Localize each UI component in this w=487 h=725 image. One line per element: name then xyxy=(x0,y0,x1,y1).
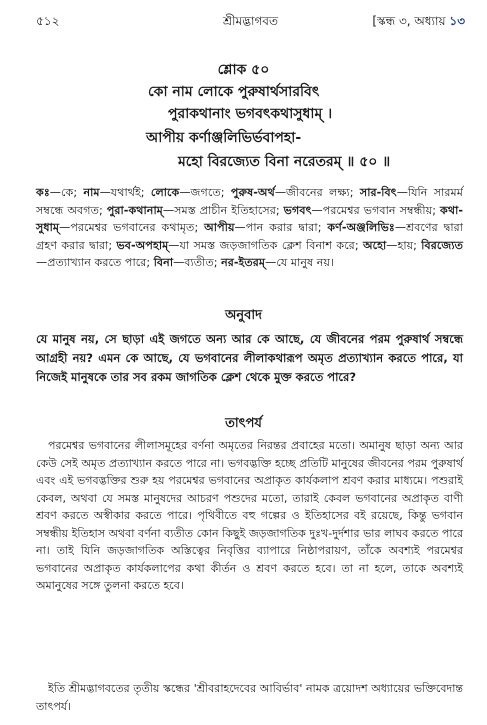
glossary-entry: কর্ণ-অঞ্জলিভিঃ—শ্রবণের দ্বারা গ্রহণ করার দ্বারা; xyxy=(36,221,464,252)
glossary-entry: পুরুষ-অর্থ—জীবনের লক্ষ্য; xyxy=(230,186,360,199)
glossary-meaning: হায় xyxy=(397,238,414,252)
chapter-prefix: [স্কন্ধ ৩, অধ্যায় xyxy=(372,14,446,28)
translation-heading: অনুবাদ xyxy=(225,308,262,323)
glossary-entry: কঃ—কে; xyxy=(36,186,84,199)
verse-line-3: আপীয় কর্ণাঞ্জলিভির্ভবাপহা- xyxy=(146,130,302,146)
glossary-entry: সার-বিৎ—যিনি সারমর্ম সম্বন্ধে অবগত; xyxy=(36,186,463,217)
glossary-term: ভব-অপহাম্ xyxy=(116,238,169,252)
glossary-meaning: যা সমস্ত জড়জাগতিক ক্লেশ বিনাশ করে xyxy=(179,238,355,252)
word-for-word-section xyxy=(36,184,463,272)
glossary-meaning: কে xyxy=(60,186,74,199)
glossary-meaning: শ্রবণের দ্বারা গ্রহণ করার দ্বারা xyxy=(36,221,464,252)
glossary-entry: পুরা-কথানাম্—সমস্ত প্রাচীন ইতিহাসের; xyxy=(106,203,284,217)
glossary-entry: লোকে—জগতে; xyxy=(150,186,231,199)
glossary-entry: কথা-সুধাম্—পরমেশ্বর ভগবানের কথামৃত; xyxy=(36,203,463,235)
glossary-meaning: ব্যতীত xyxy=(184,256,214,270)
glossary-term: বিনা xyxy=(153,256,174,270)
glossary-term: আপীয় xyxy=(204,221,235,235)
chapter-number: ১৩ xyxy=(449,14,465,28)
chapter-reference xyxy=(372,10,465,32)
glossary-term: বিরজ্যেত xyxy=(421,238,464,252)
glossary-term: কর্ণ-অঞ্জলিভিঃ xyxy=(327,221,395,235)
glossary-term: কঃ xyxy=(36,186,50,199)
glossary-entry: বিরজ্যেত—প্রত্যাখ্যান করতে পারে; xyxy=(36,238,464,270)
glossary-entry: নর-ইতরম্—যে মানুষ নয়। xyxy=(221,256,335,270)
purport-text: পরমেশ্বর ভগবানের লীলাসমূহের বর্ণনা অমৃতের নিরন্তর প্রবাহের মতো। অমানুষ ছাড়া অন্য আর কেউ সেই অমৃত প্রত্যাখ্যান করতে পারে না। ভগবদ্ভক্তি হচ্ছে প্রতিটি মানুষের জীবনের পরম পুরুষার্থ এবং এই ভগবদ্ভক্তির শুরু হয় পরমেশ্বর ভগবানের অপ্রাকৃত কার্যকলাপ শ্রবণ করার মাধ্যমে। পশুরাই কেবল, অথবা যে সমস্ত মানুষদের আচরণ পশুদের মতো, তারাই কেবল ভগবানের অপ্রাকৃত বাণী শ্রবণ করতে অস্বীকার করতে পারে। পৃথিবীতে বহু গল্পের ও ইতিহাসের বই রয়েছে, কিন্তু ভগবান সম্বন্ধীয় ইতিহাস অথবা বর্ণনা ব্যতীত কোন কিছুই জড়জাগতিক দুঃখ-দুর্দশার ভার লাঘব করতে পারে না। তাই যিনি জড়জাগতিক অস্তিত্বের নিবৃত্তির ব্যাপারে নিষ্ঠাপরায়ণ, তাঁকে অবশ্যই পরমেশ্বর ভগবানের অপ্রাকৃত কার্যকলাপের কথা কীর্তন ও শ্রবণ করতে হবে। তা না হলে, তাকে অবশ্যই অমানুষের সঙ্গে তুলনা করতে হবে। xyxy=(36,439,463,592)
glossary-term: পুরুষ-অর্থ xyxy=(230,186,275,199)
glossary-meaning: জীবনের লক্ষ্য xyxy=(286,186,350,199)
glossary-term: কথা-সুধাম্ xyxy=(36,203,463,235)
glossary-meaning: পরমেশ্বর ভগবান সম্বন্ধীয় xyxy=(322,203,433,217)
glossary-entry: ভগবৎ—পরমেশ্বর ভগবান সম্বন্ধীয়; xyxy=(283,203,441,217)
glossary-entry: আপীয়—পান করার দ্বারা; xyxy=(204,221,328,235)
glossary-meaning: প্রত্যাখ্যান করতে পারে xyxy=(47,256,147,270)
page-header xyxy=(36,10,465,32)
glossary-entry: ভব-অপহাম্—যা সমস্ত জড়জাগতিক ক্লেশ বিনাশ করে; xyxy=(116,238,363,252)
glossary-meaning: যথার্থই xyxy=(110,186,141,199)
colophon-text: ইতি শ্রীমদ্ভাগবতের তৃতীয় স্কন্ধের 'শ্রীবরাহদেবের আবির্ভাব' নামক ত্রয়োদশ অধ্যায়ের ভক্তিবেদান্ত তাৎপর্য। xyxy=(36,682,463,713)
glossary-entry: নাম—যথার্থই; xyxy=(83,186,151,199)
glossary-meaning: যিনি সারমর্ম সম্বন্ধে অবগত xyxy=(36,186,463,217)
glossary-meaning: জগতে xyxy=(190,186,221,199)
purport-section xyxy=(36,437,463,595)
verse-label: শ্লোক ৫০ xyxy=(217,62,270,78)
glossary-meaning: সমস্ত প্রাচীন ইতিহাসের xyxy=(174,203,276,217)
page-number: ৫১২ xyxy=(36,14,60,28)
glossary-term: ভগবৎ xyxy=(283,203,312,217)
verse-line-2: পুরাকথানাং ভগবৎকথাসুধাম্ । xyxy=(168,106,333,122)
verse-line-1: কো নাম লোকে পুরুষার্থসারবিৎ xyxy=(148,84,320,100)
glossary-entry: অহো—হায়; xyxy=(362,238,422,252)
glossary-meaning: পান করার দ্বারা xyxy=(245,221,318,235)
book-title: শ্রীমদ্ভাগবত xyxy=(222,14,278,28)
purport-heading: তাৎপর্য xyxy=(225,416,262,431)
glossary-term: অহো xyxy=(362,238,387,252)
glossary-meaning: যে মানুষ নয় xyxy=(276,256,330,270)
verse-line-4: মহো বিরজ্যেত বিনা নরেতরম্ ॥ ৫০ ॥ xyxy=(178,154,391,170)
glossary-term: পুরা-কথানাম্ xyxy=(106,203,163,217)
glossary-term: নাম xyxy=(83,186,100,199)
glossary-term: লোকে xyxy=(150,186,180,199)
glossary-meaning: পরমেশ্বর ভগবানের কথামৃত xyxy=(70,221,195,235)
glossary-entry: বিনা—ব্যতীত; xyxy=(153,256,222,270)
glossary-term: নর-ইতরম্ xyxy=(221,256,266,270)
translation-text: যে মানুষ নয়, সে ছাড়া এই জগতে অন্য আর কে আছে, যে জীবনের পরম পুরুষার্থ সম্বন্ধে আগ্রহী নয়? এমন কে আছে, যে ভগবানের লীলাকথারূপ অমৃত প্রত্যাখ্যান করতে পারে, যা নিজেই মানুষকে তার সব রকম জাগতিক ক্লেশ থেকে মুক্ত করতে পারে? xyxy=(36,332,463,384)
colophon-section xyxy=(36,680,463,716)
glossary-term: সার-বিৎ xyxy=(359,186,397,199)
